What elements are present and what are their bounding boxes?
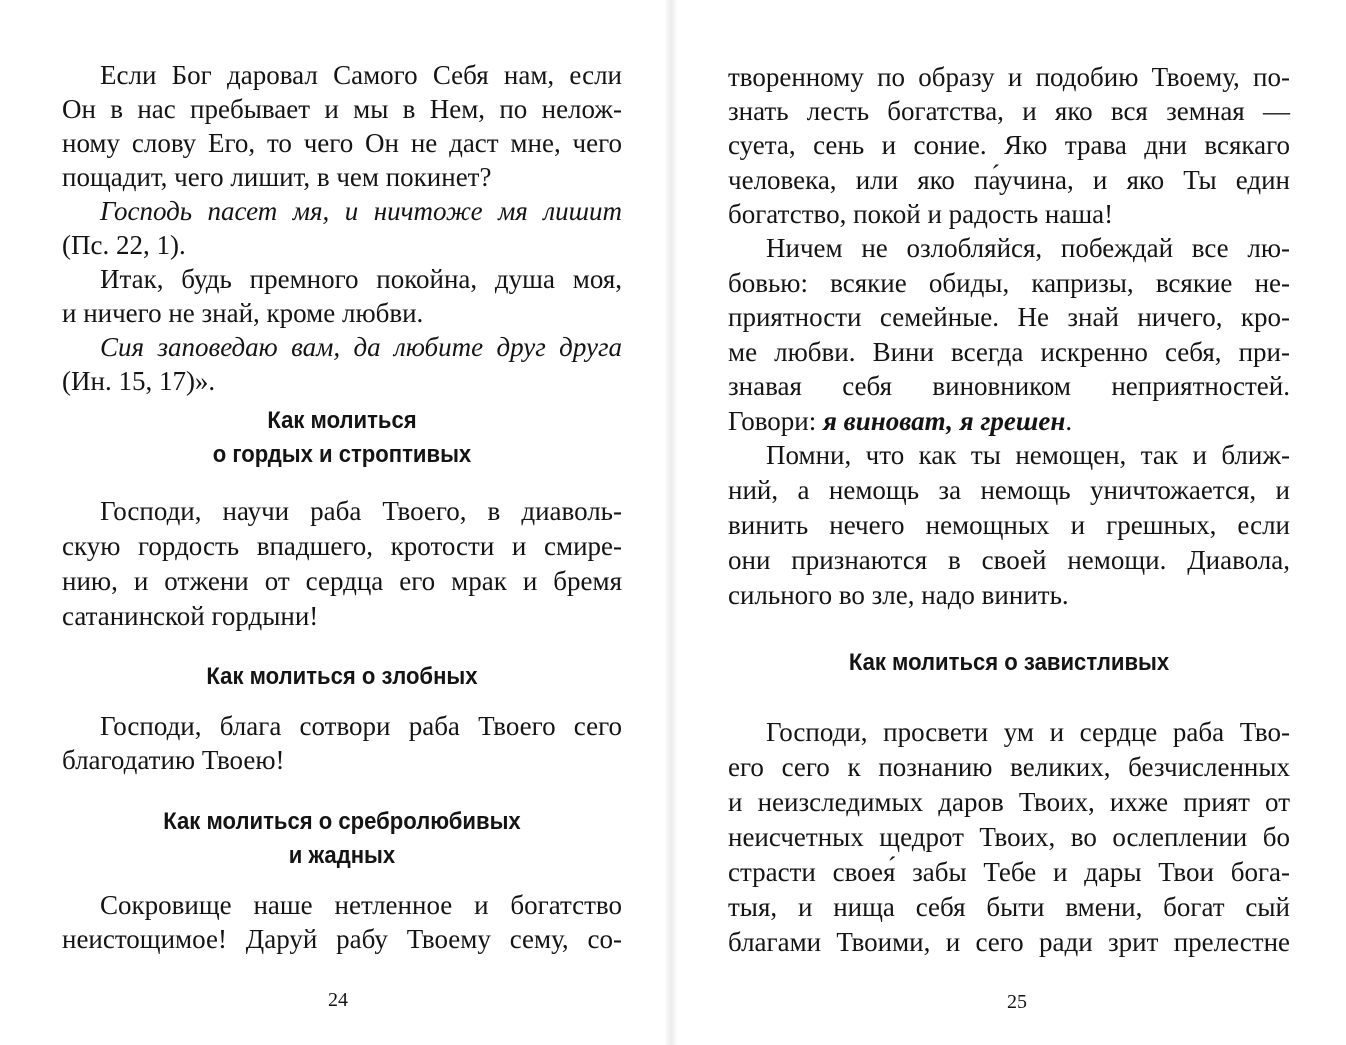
page-number: 25: [1007, 991, 1027, 1013]
text-line: Помни, что как ты немощен, так и ближ-: [766, 440, 1290, 470]
text-line: ний, а немощь за немощь уничтожается, и: [728, 475, 1290, 505]
prayer-line: сатанинской гордыни!: [62, 601, 319, 631]
say-prefix: Говори:: [728, 406, 824, 436]
prayer-line: Сокровище наше нетленное и богатство: [100, 890, 622, 920]
prayer-line: благами Твоими, и сего ради зрит прелестне: [728, 927, 1290, 957]
text-line: богатство, покой и радость наша!: [728, 199, 1114, 229]
text-line: знавая себя виновником неприятностей.: [728, 371, 1290, 401]
text-line: приятности семейные. Не знай ничего, кро-: [728, 302, 1290, 332]
text-line: знать лесть богатства, и яко вся земная —: [728, 96, 1290, 126]
text-line: сильного во зле, надо винить.: [728, 580, 1069, 610]
prayer-line: Господи, просвети ум и сердце раба Тво-: [766, 717, 1290, 747]
scripture-quote: Сия заповедаю вам, да любите друг друга: [100, 332, 622, 362]
confession-phrase: я виноват, я грешен: [823, 406, 1066, 436]
prayer-line: скую гордость впадшего, кротости и смире-: [62, 531, 622, 561]
section-heading: и жадных: [288, 842, 396, 869]
say-line: [728, 404, 1072, 438]
text-line: винить нечего немощных и грешных, если: [728, 510, 1290, 540]
section-heading: Как молиться о сребролюбивых: [163, 808, 521, 835]
text-line: ме любви. Вини всегда искренно себя, при-: [728, 337, 1290, 367]
section-heading: Как молиться: [267, 407, 417, 434]
section-heading: Как молиться о злобных: [206, 663, 478, 690]
text-line: творенному по образу и подобию Твоему, по-: [728, 62, 1290, 92]
prayer-line: тыя, и нища себя быти вмени, богат сый: [728, 892, 1290, 922]
prayer-line: Господи, научи раба Твоего, в диаволь-: [100, 496, 622, 526]
section-heading: о гордых и строптивых: [212, 441, 472, 468]
prayer-line: его сего к познанию великих, безчисленных: [728, 752, 1290, 782]
prayer-line: нию, и отжени от сердца его мрак и бремя: [62, 566, 622, 596]
text-line: суета, сень и соние. Яко трава дни всякаго: [728, 130, 1290, 160]
say-suffix: .: [1065, 406, 1073, 436]
scripture-reference: (Ин. 15, 17)».: [62, 366, 216, 396]
prayer-line: страсти своея́ забы Тебе и дары Твои бога-: [728, 857, 1290, 887]
scripture-quote: Господь пасет мя, и ничтоже мя лишит: [100, 196, 622, 226]
prayer-line: и неизследимых даров Твоих, ихже прият от: [728, 787, 1290, 817]
section-heading: Как молиться о завистливых: [848, 649, 1170, 676]
text-line: пощадит, чего лишит, в чем покинет?: [62, 162, 492, 192]
prayer-line: Господи, блага сотвори раба Твоего сего: [100, 711, 622, 741]
scripture-reference: (Пс. 22, 1).: [62, 230, 186, 260]
book-gutter: [664, 0, 678, 1045]
page-number: 24: [328, 989, 348, 1011]
text-line: ному слову Его, то чего Он не даст мне, чего: [62, 128, 622, 158]
text-line: Итак, будь премного покойна, душа моя,: [100, 264, 622, 294]
prayer-line: благодатию Твоею!: [62, 745, 285, 775]
text-line: и ничего не знай, кроме любви.: [62, 298, 424, 328]
text-line: человека, или яко па́учина, и яко Ты един: [728, 165, 1290, 195]
text-line: Он в нас пребывает и мы в Нем, по нелож-: [62, 94, 622, 124]
text-line: они признаются в своей немощи. Диавола,: [728, 545, 1290, 575]
text-line: бовью: всякие обиды, капризы, всякие не-: [728, 268, 1290, 298]
prayer-line: неистощимое! Даруй рабу Твоему сему, со-: [62, 924, 622, 954]
text-line: Ничем не озлобляйся, побеждай все лю-: [766, 233, 1290, 263]
text-line: Если Бог даровал Самого Себя нам, если: [100, 60, 622, 90]
prayer-line: неисчетных щедрот Твоих, во ослеплении бо: [728, 822, 1290, 852]
